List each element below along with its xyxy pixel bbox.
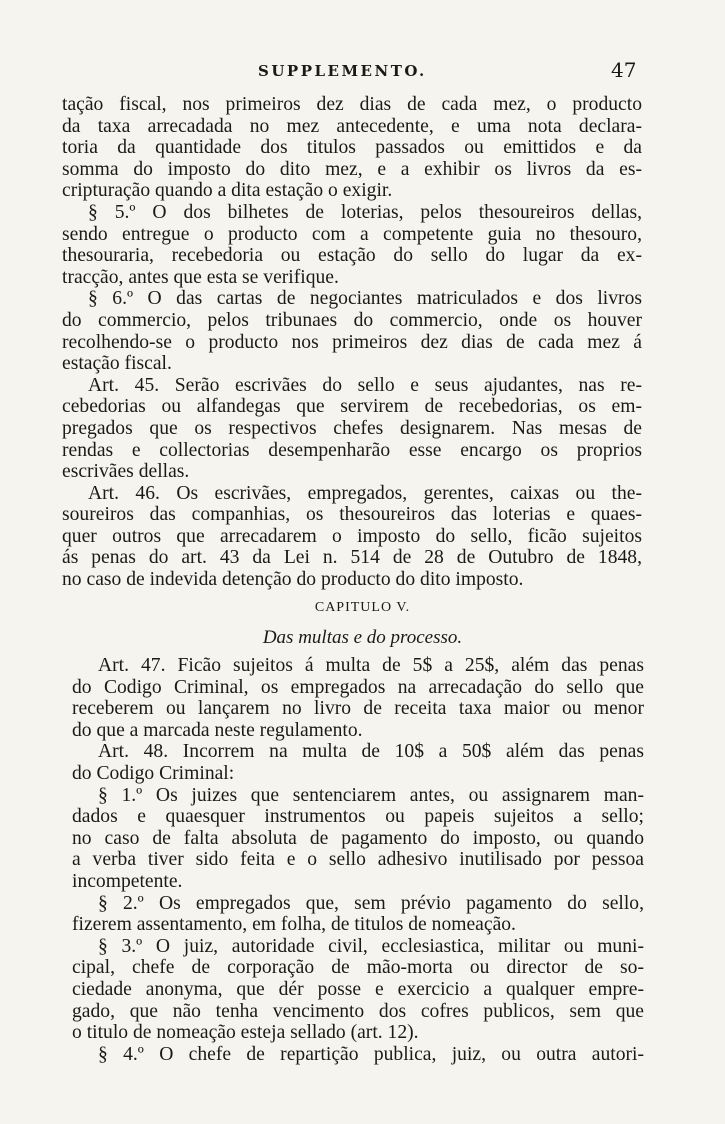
text-line: § 5.º O dos bilhetes de loterias, pelos thesoureiros dellas, — [88, 201, 642, 223]
text-line: somma do imposto do dito mez, e a exhibir os livros da es- — [62, 158, 642, 180]
text-line: o titulo de nomeação esteja sellado (art. 12). — [72, 1022, 419, 1044]
text-line: gado, que não tenha vencimento dos cofres publicos, sem que — [72, 1000, 644, 1022]
text-line: incompetente. — [72, 870, 183, 892]
text-line: § 1.º Os juizes que sentenciarem antes, ou assignarem man- — [98, 784, 644, 806]
text-line: do que a marcada neste regulamento. — [72, 719, 363, 741]
text-line: quer outros que arrecadarem o imposto do sello, ficão sujeitos — [62, 525, 642, 547]
text-line: pregados que os respectivos chefes designarem. Nas mesas de — [62, 417, 642, 439]
text-line: Art. 46. Os escrivães, empregados, gerentes, caixas ou the- — [88, 482, 642, 504]
text-line: do Codigo Criminal, os empregados na arrecadação do sello que — [72, 676, 644, 698]
text-line: § 3.º O juiz, autoridade civil, ecclesiastica, militar ou muni- — [98, 935, 644, 957]
text-line: receberem ou lançarem no livro de receita taxa maior ou menor — [72, 698, 644, 720]
text-line: soureiros das companhias, os thesoureiros das loterias e quaes- — [62, 504, 642, 526]
body-text-section-b — [72, 655, 644, 1065]
text-line: cipal, chefe de corporação de mão-morta ou director de so- — [72, 957, 644, 979]
text-line: Art. 47. Ficão sujeitos á multa de 5$ a 25$, além das penas — [98, 655, 644, 676]
text-line: toria da quantidade dos titulos passados ou emittidos e da — [62, 137, 642, 159]
text-line: sendo entregue o producto com a competente guia no thesouro, — [62, 223, 642, 245]
text-line: Art. 48. Incorrem na multa de 10$ a 50$ além das penas — [98, 741, 644, 763]
text-line: recolhendo-se o producto nos primeiros dez dias de cada mez á — [62, 331, 642, 353]
text-line: thesouraria, recebedoria ou estação do sello do lugar da ex- — [62, 245, 642, 267]
text-line: Art. 45. Serão escrivães do sello e seus ajudantes, nas re- — [88, 374, 642, 396]
text-line: tação fiscal, nos primeiros dez dias de cada mez, o producto — [62, 94, 642, 115]
text-line: ciedade anonyma, que dér posse e exercicio a qualquer empre- — [72, 978, 644, 1000]
text-line: estação fiscal. — [62, 353, 172, 375]
text-line: ás penas do art. 43 da Lei n. 514 de 28 de Outubro de 1848, — [62, 547, 642, 569]
text-line: escrivães dellas. — [62, 461, 190, 483]
text-line: do commercio, pelos tribunaes do commercio, onde os houver — [62, 309, 642, 331]
text-line: § 2.º Os empregados que, sem prévio pagamento do sello, — [98, 892, 644, 914]
text-line: § 4.º O chefe de repartição publica, juiz, ou outra autori- — [98, 1043, 644, 1065]
body-text-section-a — [62, 94, 642, 591]
running-title: SUPPLEMENTO. — [258, 62, 427, 80]
text-line: dados e quaesquer instrumentos ou papeis sujeitos a sello; — [72, 806, 644, 828]
chapter-subtitle: Das multas e do processo. — [262, 627, 463, 648]
page-number: 47 — [611, 58, 637, 82]
text-line: cebedorias ou alfandegas que servirem de recebedorias, os em- — [62, 396, 642, 418]
text-line: a verba tiver sido feita e o sello adhesivo inutilisado por pessoa — [72, 849, 644, 871]
text-line: § 6.º O das cartas de negociantes matriculados e dos livros — [88, 288, 642, 310]
page-header — [0, 58, 725, 88]
text-line: no caso de falta absoluta de pagamento do imposto, ou quando — [72, 827, 644, 849]
text-line: rendas e collectorias desempenharão esse encargo os proprios — [62, 439, 642, 461]
text-line: cripturação quando a dita estação o exigir. — [62, 180, 393, 202]
chapter-title: CAPITULO V. — [314, 600, 411, 615]
text-line: tracção, antes que esta se verifique. — [62, 266, 339, 288]
text-line: da taxa arrecadada no mez antecedente, e uma nota declara- — [62, 115, 642, 137]
text-line: fizerem assentamento, em folha, de titulos de nomeação. — [72, 914, 516, 936]
text-line: do Codigo Criminal: — [72, 762, 235, 784]
text-line: no caso de indevida detenção do producto do dito imposto. — [62, 569, 524, 591]
